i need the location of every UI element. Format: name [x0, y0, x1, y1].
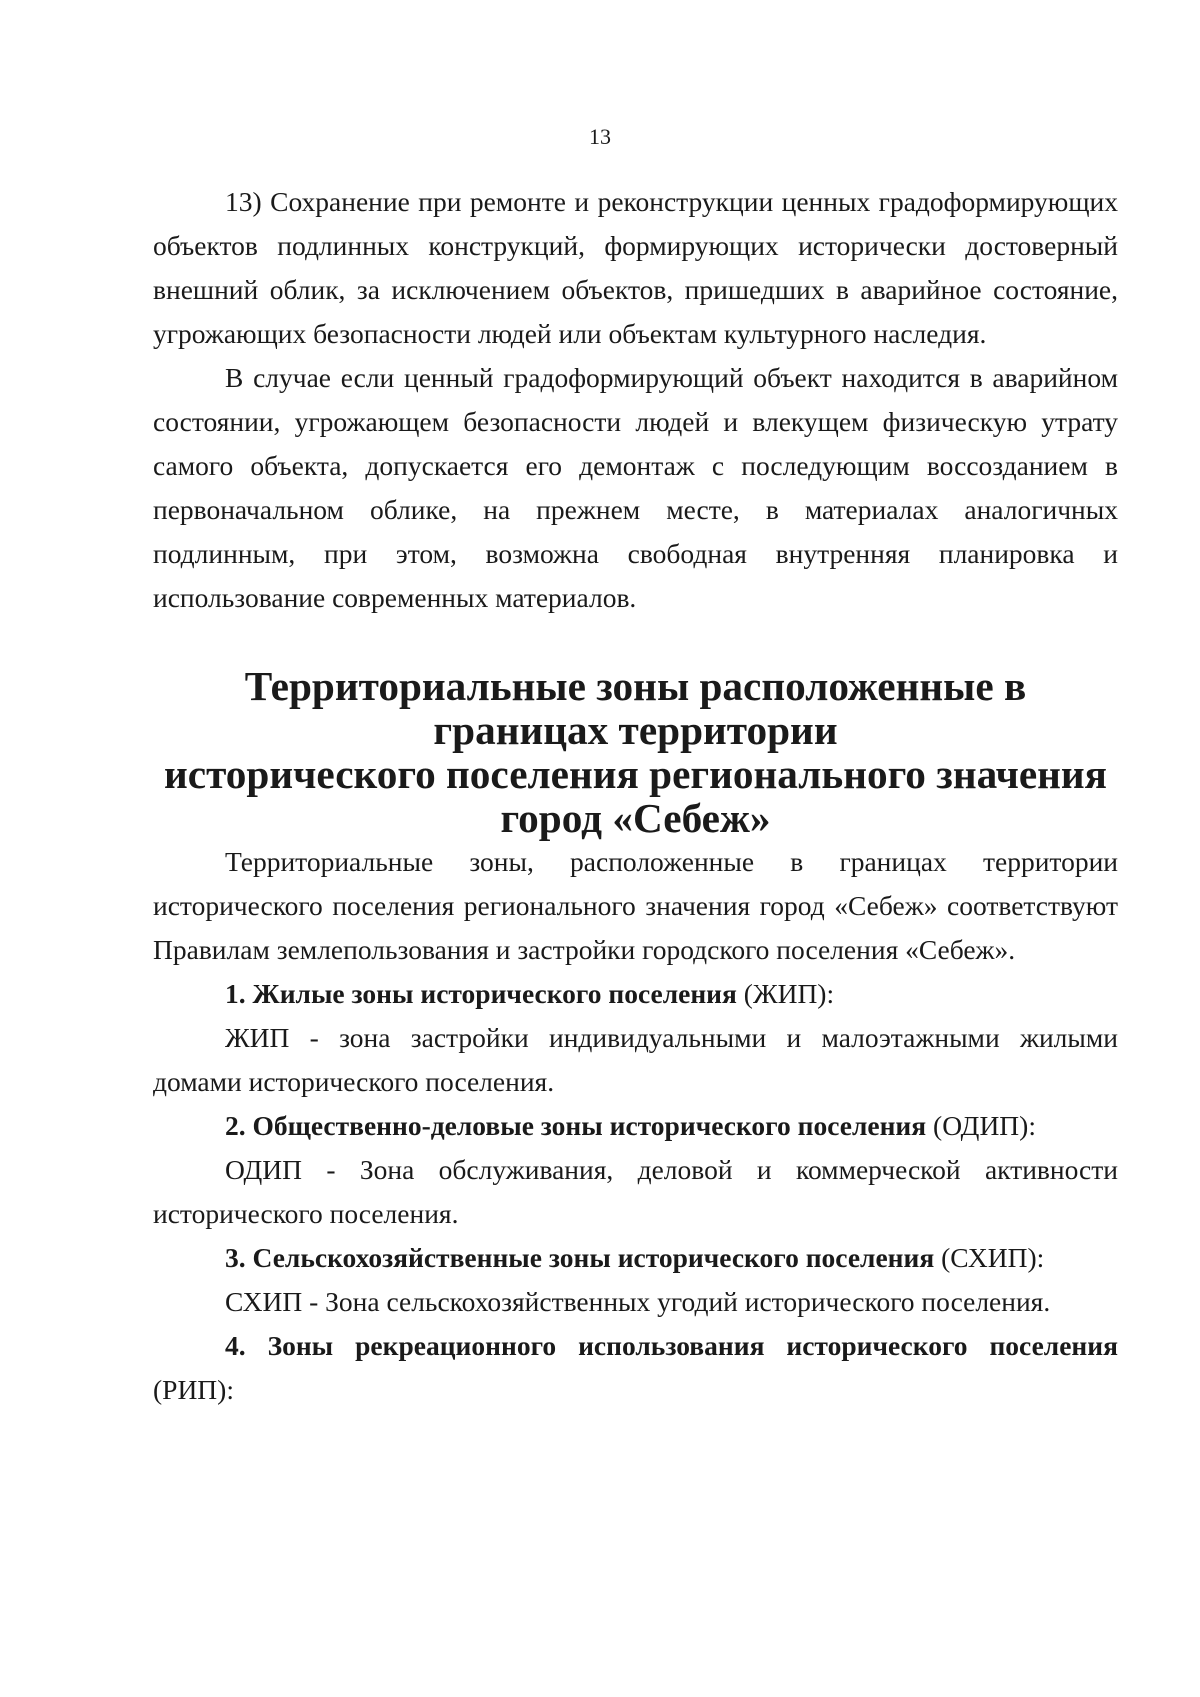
zone-3-title-bold: 3. Сельскохозяйственные зоны исторического поселения — [225, 1242, 935, 1273]
section-heading-line-2: исторического поселения регионального значения город «Себеж» — [164, 751, 1107, 841]
zone-1-title-code: (ЖИП): — [736, 978, 835, 1009]
section-heading-line-1: Территориальные зоны расположенные в границах территории — [244, 663, 1027, 753]
zone-3-description: СХИП - Зона сельскохозяйственных угодий исторического поселения. — [225, 1286, 1051, 1317]
zone-1-title — [153, 972, 1118, 1016]
document-body — [153, 180, 1118, 1412]
section-spacer — [153, 620, 1118, 664]
zone-2-title-bold: 2. Общественно-деловые зоны исторического поселения — [225, 1110, 927, 1141]
zone-2-title — [153, 1104, 1118, 1148]
item-13-note-paragraph: В случае если ценный градоформирующий объект находится в аварийном состоянии, угрожающем безопасности людей и влекущем физическую утрату самого объекта, допускается его демонтаж с последующим воссозданием в первоначальном облике, на прежнем месте, в материалах аналогичных подлинным, при этом, возможна свободная внутренняя планировка и использование современных материалов. — [153, 362, 1118, 613]
zone-4-title — [153, 1324, 1118, 1412]
zone-2-description: ОДИП - Зона обслуживания, деловой и коммерческой активности исторического поселения. — [153, 1154, 1118, 1229]
item-13-paragraph: 13) Сохранение при ремонте и реконструкции ценных градоформирующих объектов подлинных конструкций, формирующих исторически достоверный внешний облик, за исключением объектов, пришедших в аварийное состояние, угрожающих безопасности людей или объектам культурного наследия. — [153, 186, 1118, 349]
zone-2-title-code: (ОДИП): — [926, 1110, 1036, 1141]
zone-4-title-bold: 4. Зоны рекреационного использования исторического поселения — [225, 1330, 1118, 1361]
zone-1-description: ЖИП - зона застройки индивидуальными и малоэтажными жилыми домами исторического поселения. — [153, 1022, 1118, 1097]
page-number: 13 — [589, 124, 611, 149]
zone-3-title — [153, 1236, 1118, 1280]
section-heading — [153, 664, 1118, 840]
zone-1-title-bold: 1. Жилые зоны исторического поселения — [225, 978, 737, 1009]
zone-3-title-code: (СХИП): — [934, 1242, 1045, 1273]
section-intro-paragraph: Территориальные зоны, расположенные в границах территории исторического поселения регионального значения город «Себеж» соответствуют Правилам землепользования и застройки городского поселения «Себеж». — [153, 846, 1118, 965]
zone-4-title-code: (РИП): — [153, 1374, 234, 1405]
